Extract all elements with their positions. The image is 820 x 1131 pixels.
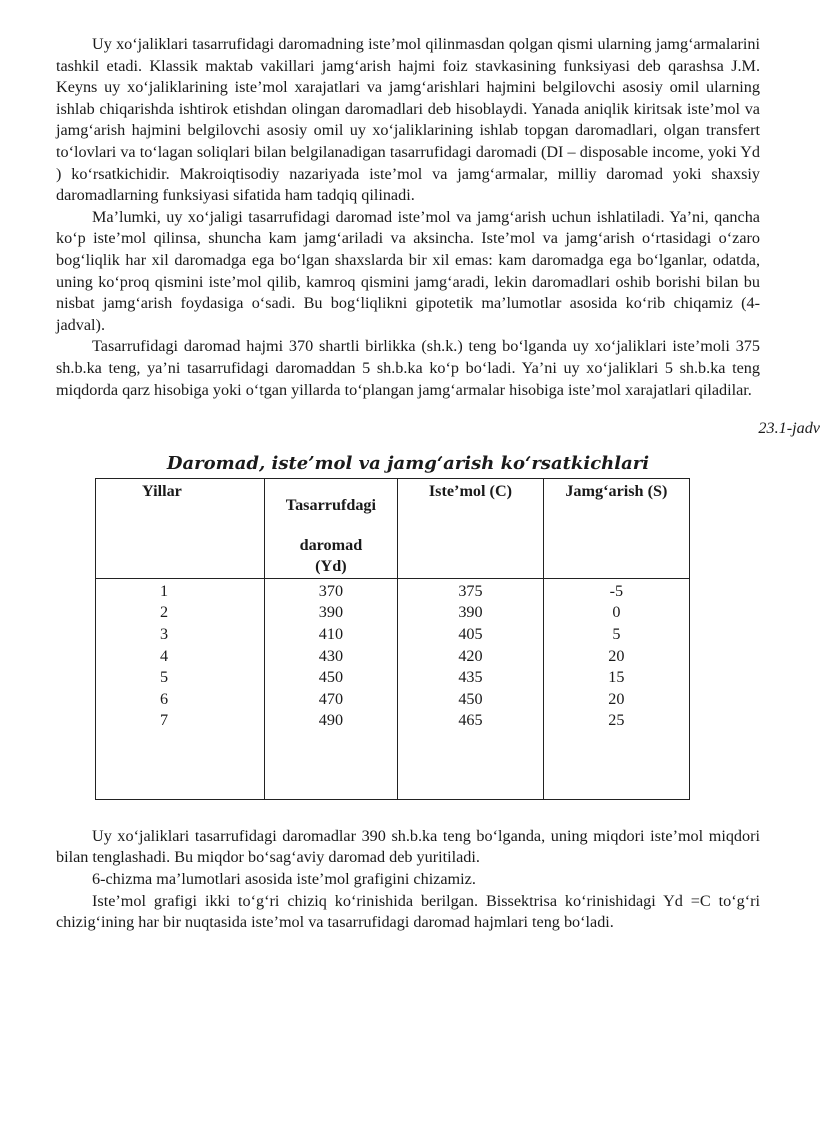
- saving-cell: 15: [608, 668, 625, 687]
- consumption-cell: 450: [458, 689, 483, 708]
- saving-cell: 0: [612, 603, 621, 622]
- year-cell: 5: [160, 668, 169, 687]
- saving-cell: 25: [608, 711, 625, 730]
- year-cell: 3: [160, 625, 169, 644]
- year-cell: 4: [160, 646, 169, 665]
- header-income: [264, 479, 398, 579]
- consumption-cell: 465: [458, 711, 483, 730]
- year-cell: 6: [160, 689, 169, 708]
- data-table: [95, 478, 690, 800]
- income-cell: 390: [318, 603, 344, 622]
- paragraph-2: Ma’lumki, uy xo‘jaligi tasarrufidagi daromad iste’mol va jamg‘arish uchun ishlatiladi. Ya’ni, qancha ko‘p iste’mol qilinsa, shuncha kam jamg‘ariladi va aksincha. Iste’mol va jamg‘arish o‘rtasidagi o‘zaro bog‘liqlik har xil daromadga ega bo‘lgan shaxslarda bir xil emas: kam daromadga ega bo‘lganlar, odatda, uning ko‘proq qismini iste’mol qilib, kamroq qismini jamg‘aradi, lekin daromadlari oshib borishi bilan bu nisbat jamg‘arish foydasiga o‘sadi. Bu bog‘liqlikni gipotetik ma’lumotlar asosida ko‘rib chiqamiz (4-jadval).: [56, 207, 760, 334]
- consumption-cell: 390: [458, 603, 483, 622]
- paragraph-5: 6-chizma ma’lumotlari asosida iste’mol grafigini chizamiz.: [92, 870, 476, 889]
- table-caption: Daromad, iste’mol va jamg‘arish ko‘rsatkichlari: [166, 453, 650, 475]
- income-cell: 470: [318, 689, 344, 708]
- column-years: [96, 578, 265, 799]
- column-consumption: [398, 578, 544, 799]
- header-income-line3: (Yd): [315, 557, 347, 576]
- header-income-line2: daromad: [299, 535, 363, 554]
- header-years: Yillar: [96, 479, 265, 579]
- consumption-cell: 420: [458, 646, 483, 665]
- year-cell: 2: [160, 603, 169, 622]
- saving-cell: 5: [612, 625, 621, 644]
- saving-cell: 20: [608, 689, 625, 708]
- income-cell: 430: [318, 646, 344, 665]
- table-number-label: 23.1-jadv: [758, 419, 820, 438]
- paragraph-6: Iste’mol grafigi ikki to‘g‘ri chiziq ko‘rinishida berilgan. Bissektrisa ko‘rinishidagi Yd =C to‘g‘ri chizig‘ining har bir nuqtasida iste’mol va tasarrufidagi daromad hajmlari teng bo‘ladi.: [56, 891, 760, 932]
- header-income-line1: Tasarrufdagi: [285, 496, 377, 515]
- consumption-cell: 375: [458, 581, 483, 600]
- year-cell: 7: [160, 711, 169, 730]
- column-income: [264, 578, 398, 799]
- saving-cell: 20: [608, 646, 625, 665]
- paragraph-4: Uy xo‘jaliklari tasarrufidagi daromadlar 390 sh.b.ka teng bo‘lganda, uning miqdori iste’mol miqdori bilan tenglashadi. Bu miqdor bo‘sag‘aviy daromad deb yuritiladi.: [56, 826, 760, 867]
- year-cell: 1: [160, 581, 169, 600]
- income-cell: 370: [318, 581, 344, 600]
- consumption-cell: 435: [458, 668, 483, 687]
- income-cell: 410: [318, 625, 344, 644]
- paragraph-1: Uy xo‘jaliklari tasarrufidagi daromadning iste’mol qilinmasdan qolgan qismi ularning jamg‘armalarini tashkil etadi. Klassik maktab vakillari jamg‘arish hajmi foiz stavkasining funksiyasi deb qarashsa J.M. Keyns uy xo‘jaliklarining iste’mol xarajatlari va jamg‘arishlari hajmini belgilovchi asosiy omil ularning ishlab chiqarishda ishtirok etishdan olingan daromadlari deb hisoblaydi. Yanada aniqlik kiritsak iste’mol va jamg‘arish hajmini belgilovchi asosiy omil uy xo‘jaliklarining ishlab topgan daromadlari, olgan transfert to‘lovlari va to‘lagan soliqlari bilan belgilanadigan tasarrufidagi daromadi (DI – disposable income, yoki Yd ) ko‘rsatkichidir. Makroiqtisodiy nazariyada iste’mol va jamg‘armalar, milliy daromad yoki shaxsiy daromadlarning funksiyasi sifatida ham tadqiq qilinadi.: [56, 35, 760, 205]
- table-header-row: [96, 479, 690, 579]
- paragraph-3: Tasarrufidagi daromad hajmi 370 shartli birlikka (sh.k.) teng bo‘lganda uy xo‘jaliklari iste’moli 375 sh.b.ka teng, ya’ni tasarrufidagi daromaddan 5 sh.b.ka ko‘p bo‘ladi. Ya’ni uy xo‘jaliklari 5 sh.b.ka teng miqdorda qarz hisobiga yoki o‘tgan yillarda to‘plangan jamg‘armalar hisobiga iste’mol xarajatlari qiladilar.: [56, 337, 760, 399]
- saving-cell: -5: [609, 581, 624, 600]
- income-cell: 490: [318, 711, 344, 730]
- income-cell: 450: [318, 668, 344, 687]
- column-saving: [543, 578, 689, 799]
- table-body-row: [96, 578, 690, 799]
- document-page: [56, 34, 820, 934]
- header-saving: Jamg‘arish (S): [543, 479, 689, 579]
- consumption-cell: 405: [458, 625, 483, 644]
- header-consumption: Iste’mol (C): [398, 479, 544, 579]
- paragraphs-after-table: [56, 826, 760, 934]
